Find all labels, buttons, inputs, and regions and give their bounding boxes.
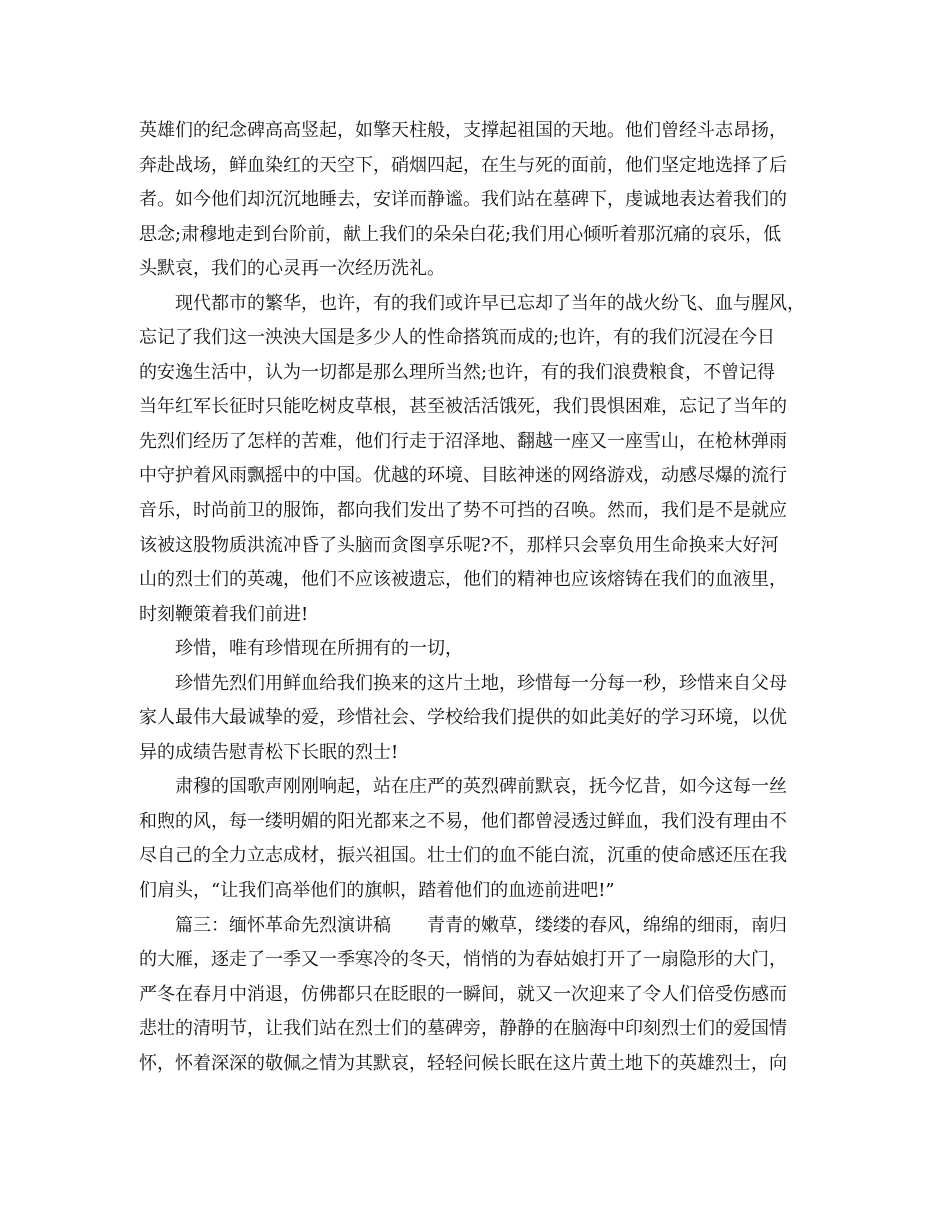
text-line: 时刻鞭策着我们前进! bbox=[139, 603, 309, 625]
text-line: 该被这股物质洪流冲昏了头脑而贪图享乐呢?不，那样只会辜负用生命换来大好河 bbox=[139, 534, 779, 556]
text-line: 头默哀，我们的心灵再一次经历洗礼。 bbox=[139, 258, 445, 280]
text-line: 英雄们的纪念碑高高竖起，如擎天柱般，支撑起祖国的天地。他们曾经斗志昂扬， bbox=[139, 120, 787, 141]
text-line: 当年红军长征时只能吃树皮草根，甚至被活活饿死，我们畏惧困难，忘记了当年的 bbox=[139, 396, 787, 418]
text-line: 的安逸生活中，认为一切都是那么理所当然;也许，有的我们浪费粮食，不曾记得 bbox=[139, 361, 776, 383]
text-line: 思念;肃穆地走到台阶前，献上我们的朵朵白花;我们用心倾听着那沉痛的哀乐，低 bbox=[139, 223, 782, 245]
text-line: 家人最伟大最诚挚的爱，珍惜社会、学校给我们提供的如此美好的学习环境，以优 bbox=[139, 707, 787, 729]
text-line: 先烈们经历了怎样的苦难，他们行走于沼泽地、翻越一座又一座雪山，在枪林弹雨 bbox=[139, 430, 787, 452]
text-line: 怀，怀着深深的敬佩之情为其默哀，轻轻问候长眠在这片黄土地下的英雄烈士，向 bbox=[139, 1052, 787, 1074]
text-line: 奔赴战场，鲜血染红的天空下，硝烟四起，在生与死的面前，他们坚定地选择了后 bbox=[139, 154, 787, 176]
text-line: 尽自己的全力立志成材，振兴祖国。壮士们的血不能白流，沉重的使命感还压在我 bbox=[139, 845, 787, 867]
text-line: 的大雁，逐走了一季又一季寒冷的冬天，悄悄的为春姑娘打开了一扇隐形的大门， bbox=[139, 949, 787, 971]
text-line: 山的烈士们的英魂，他们不应该被遗忘，他们的精神也应该熔铸在我们的血液里， bbox=[139, 569, 787, 591]
text-line: 异的成绩告慰青松下长眠的烈士! bbox=[139, 741, 399, 763]
paragraph-start-line: 珍惜，唯有珍惜现在所拥有的一切， bbox=[175, 638, 463, 660]
text-line: 们肩头，“让我们高举他们的旗帜，踏着他们的血迹前进吧!” bbox=[139, 880, 615, 902]
text-line: 和煦的风，每一缕明媚的阳光都来之不易，他们都曾浸透过鲜血，我们没有理由不 bbox=[139, 810, 787, 832]
text-line: 严冬在春月中消退，仿佛都只在眨眼的一瞬间，就又一次迎来了令人们倍受伤感而 bbox=[139, 983, 787, 1005]
paragraph-start-line: 现代都市的繁华，也许，有的我们或许早已忘却了当年的战火纷飞、血与腥风， bbox=[175, 292, 805, 314]
text-line: 音乐，时尚前卫的服饰，都向我们发出了势不可挡的召唤。然而，我们是不是就应 bbox=[139, 500, 787, 522]
document-body bbox=[139, 114, 819, 1081]
text-line: 中守护着风雨飘摇中的中国。优越的环境、目眩神迷的网络游戏，动感尽爆的流行 bbox=[139, 465, 787, 487]
paragraph-start-line: 肃穆的国歌声刚刚响起，站在庄严的英烈碑前默哀，抚今忆昔，如今这每一丝 bbox=[175, 776, 787, 798]
paragraph-start-line: 珍惜先烈们用鲜血给我们换来的这片土地，珍惜每一分每一秒，珍惜来自父母 bbox=[175, 672, 787, 694]
text-line: 者。如今他们却沉沉地睡去，安详而静谧。我们站在墓碑下，虔诚地表达着我们的 bbox=[139, 189, 787, 211]
paragraph-start-line: 篇三：缅怀革命先烈演讲稿 青青的嫩草，缕缕的春风，绵绵的细雨，南归 bbox=[175, 914, 787, 936]
text-line: 忘记了我们这一泱泱大国是多少人的性命搭筑而成的;也许，有的我们沉浸在今日 bbox=[139, 327, 776, 349]
text-line: 悲壮的清明节，让我们站在烈士们的墓碑旁，静静的在脑海中印刻烈士们的爱国情 bbox=[139, 1018, 787, 1040]
